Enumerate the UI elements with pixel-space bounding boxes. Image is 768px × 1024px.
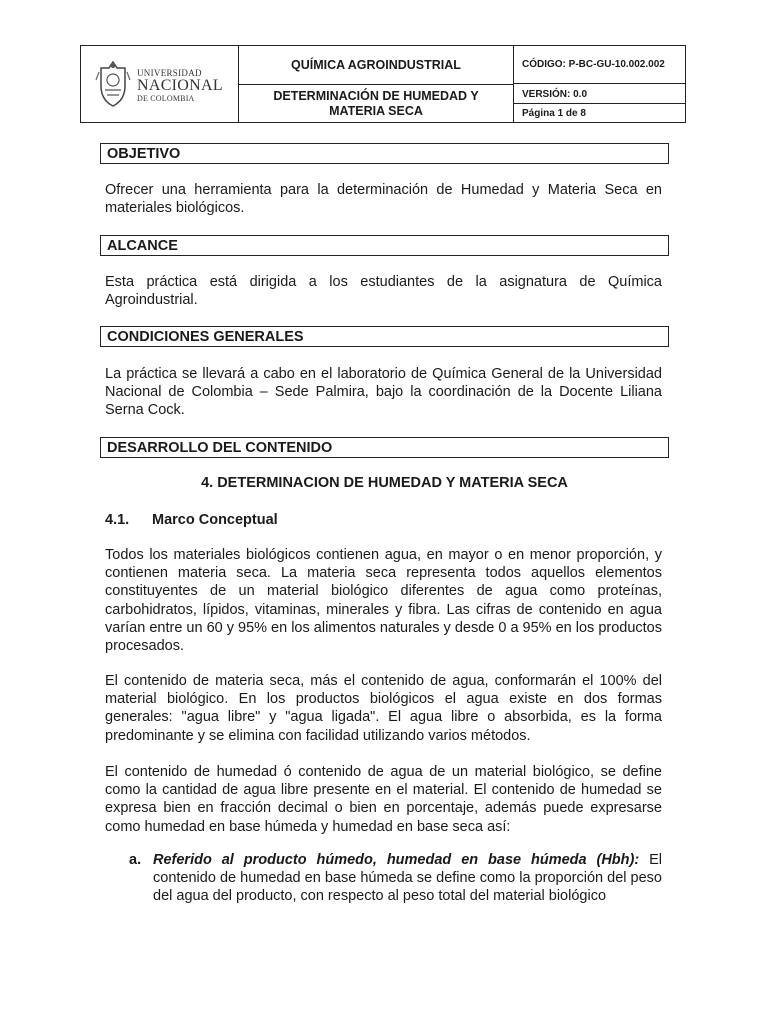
document-title-text: DETERMINACIÓN DE HUMEDAD Y MATERIA SECA — [273, 88, 479, 118]
list-item-text: El contenido de humedad en base húmeda se define como la proporción del peso del agua del producto, con respecto al peso total del material biológico — [153, 852, 662, 905]
list-item-emphasis: Referido al producto húmedo, humedad en base húmeda (Hbh): — [153, 852, 640, 868]
section-condiciones-title: CONDICIONES GENERALES — [100, 326, 669, 347]
document-header-table — [80, 45, 686, 123]
course-name: QUÍMICA AGROINDUSTRIAL — [239, 46, 514, 85]
paragraph-1: Todos los materiales biológicos contienen agua, en mayor o en menor proporción, y contienen materia seca. La materia seca representa todos aquellos elementos constituyentes de un material biológico diferentes de agua como proteínas, carbohidratos, lípidos, vitaminas, minerales y fibra. Las cifras de contenido en agua varían entre un 60 y 95% en los alimentos naturales y desde 0 a 95% en los productos procesados. — [105, 547, 662, 655]
coat-of-arms-icon — [95, 60, 131, 108]
section-desarrollo-title: DESARROLLO DEL CONTENIDO — [100, 437, 669, 458]
page-number: Página 1 de 8 — [522, 108, 586, 119]
logo-line-3: DE COLOMBIA — [137, 94, 195, 103]
logo-cell — [81, 46, 239, 122]
subsection-number: 4.1. — [105, 512, 130, 528]
university-name — [137, 68, 223, 104]
section-condiciones-text: La práctica se llevará a cabo en el laboratorio de Química General de la Universidad Nacional de Colombia – Sede Palmira, bajo la coordinación de la Docente Liliana Serna Cock. — [105, 366, 662, 419]
logo-line-1: UNIVERSIDAD — [137, 68, 202, 78]
paragraph-3: El contenido de humedad ó contenido de agua de un material biológico, se define como la cantidad de agua libre presente en el material. El contenido de humedad se expresa bien en fracción decimal o bien en porcentaje, además puede expresarse como humedad en base húmeda y humedad en base seca así: — [105, 764, 662, 835]
paragraph-2: El contenido de materia seca, más el contenido de agua, conformarán el 100% del material biológico. En los productos biológicos el agua existe en dos formas generales: "agua libre" y "agua ligada". El agua libre o absorbida, es la forma predominante y se elimina con facilidad utilizando varios métodos. — [105, 673, 662, 744]
list-item-body — [153, 851, 662, 906]
university-logo — [95, 56, 225, 112]
section-objetivo-text: Ofrecer una herramienta para la determinación de Humedad y Materia Seca en materiales biológicos. — [105, 182, 662, 217]
list-item-letter: a. — [129, 852, 142, 868]
section-alcance-text: Esta práctica está dirigida a los estudiantes de la asignatura de Química Agroindustrial. — [105, 274, 662, 309]
section-alcance-title: ALCANCE — [100, 235, 669, 256]
document-version: VERSIÓN: 0.0 — [514, 85, 685, 104]
document-code: CÓDIGO: P-BC-GU-10.002.002 — [514, 46, 685, 84]
subsection-title: Marco Conceptual — [152, 512, 278, 528]
subsection-heading — [105, 512, 278, 528]
section-objetivo-title: OBJETIVO — [100, 143, 669, 164]
chapter-title: 4. DETERMINACION DE HUMEDAD Y MATERIA SECA — [201, 475, 568, 491]
logo-line-2: NACIONAL — [137, 77, 223, 94]
document-title — [239, 85, 514, 122]
